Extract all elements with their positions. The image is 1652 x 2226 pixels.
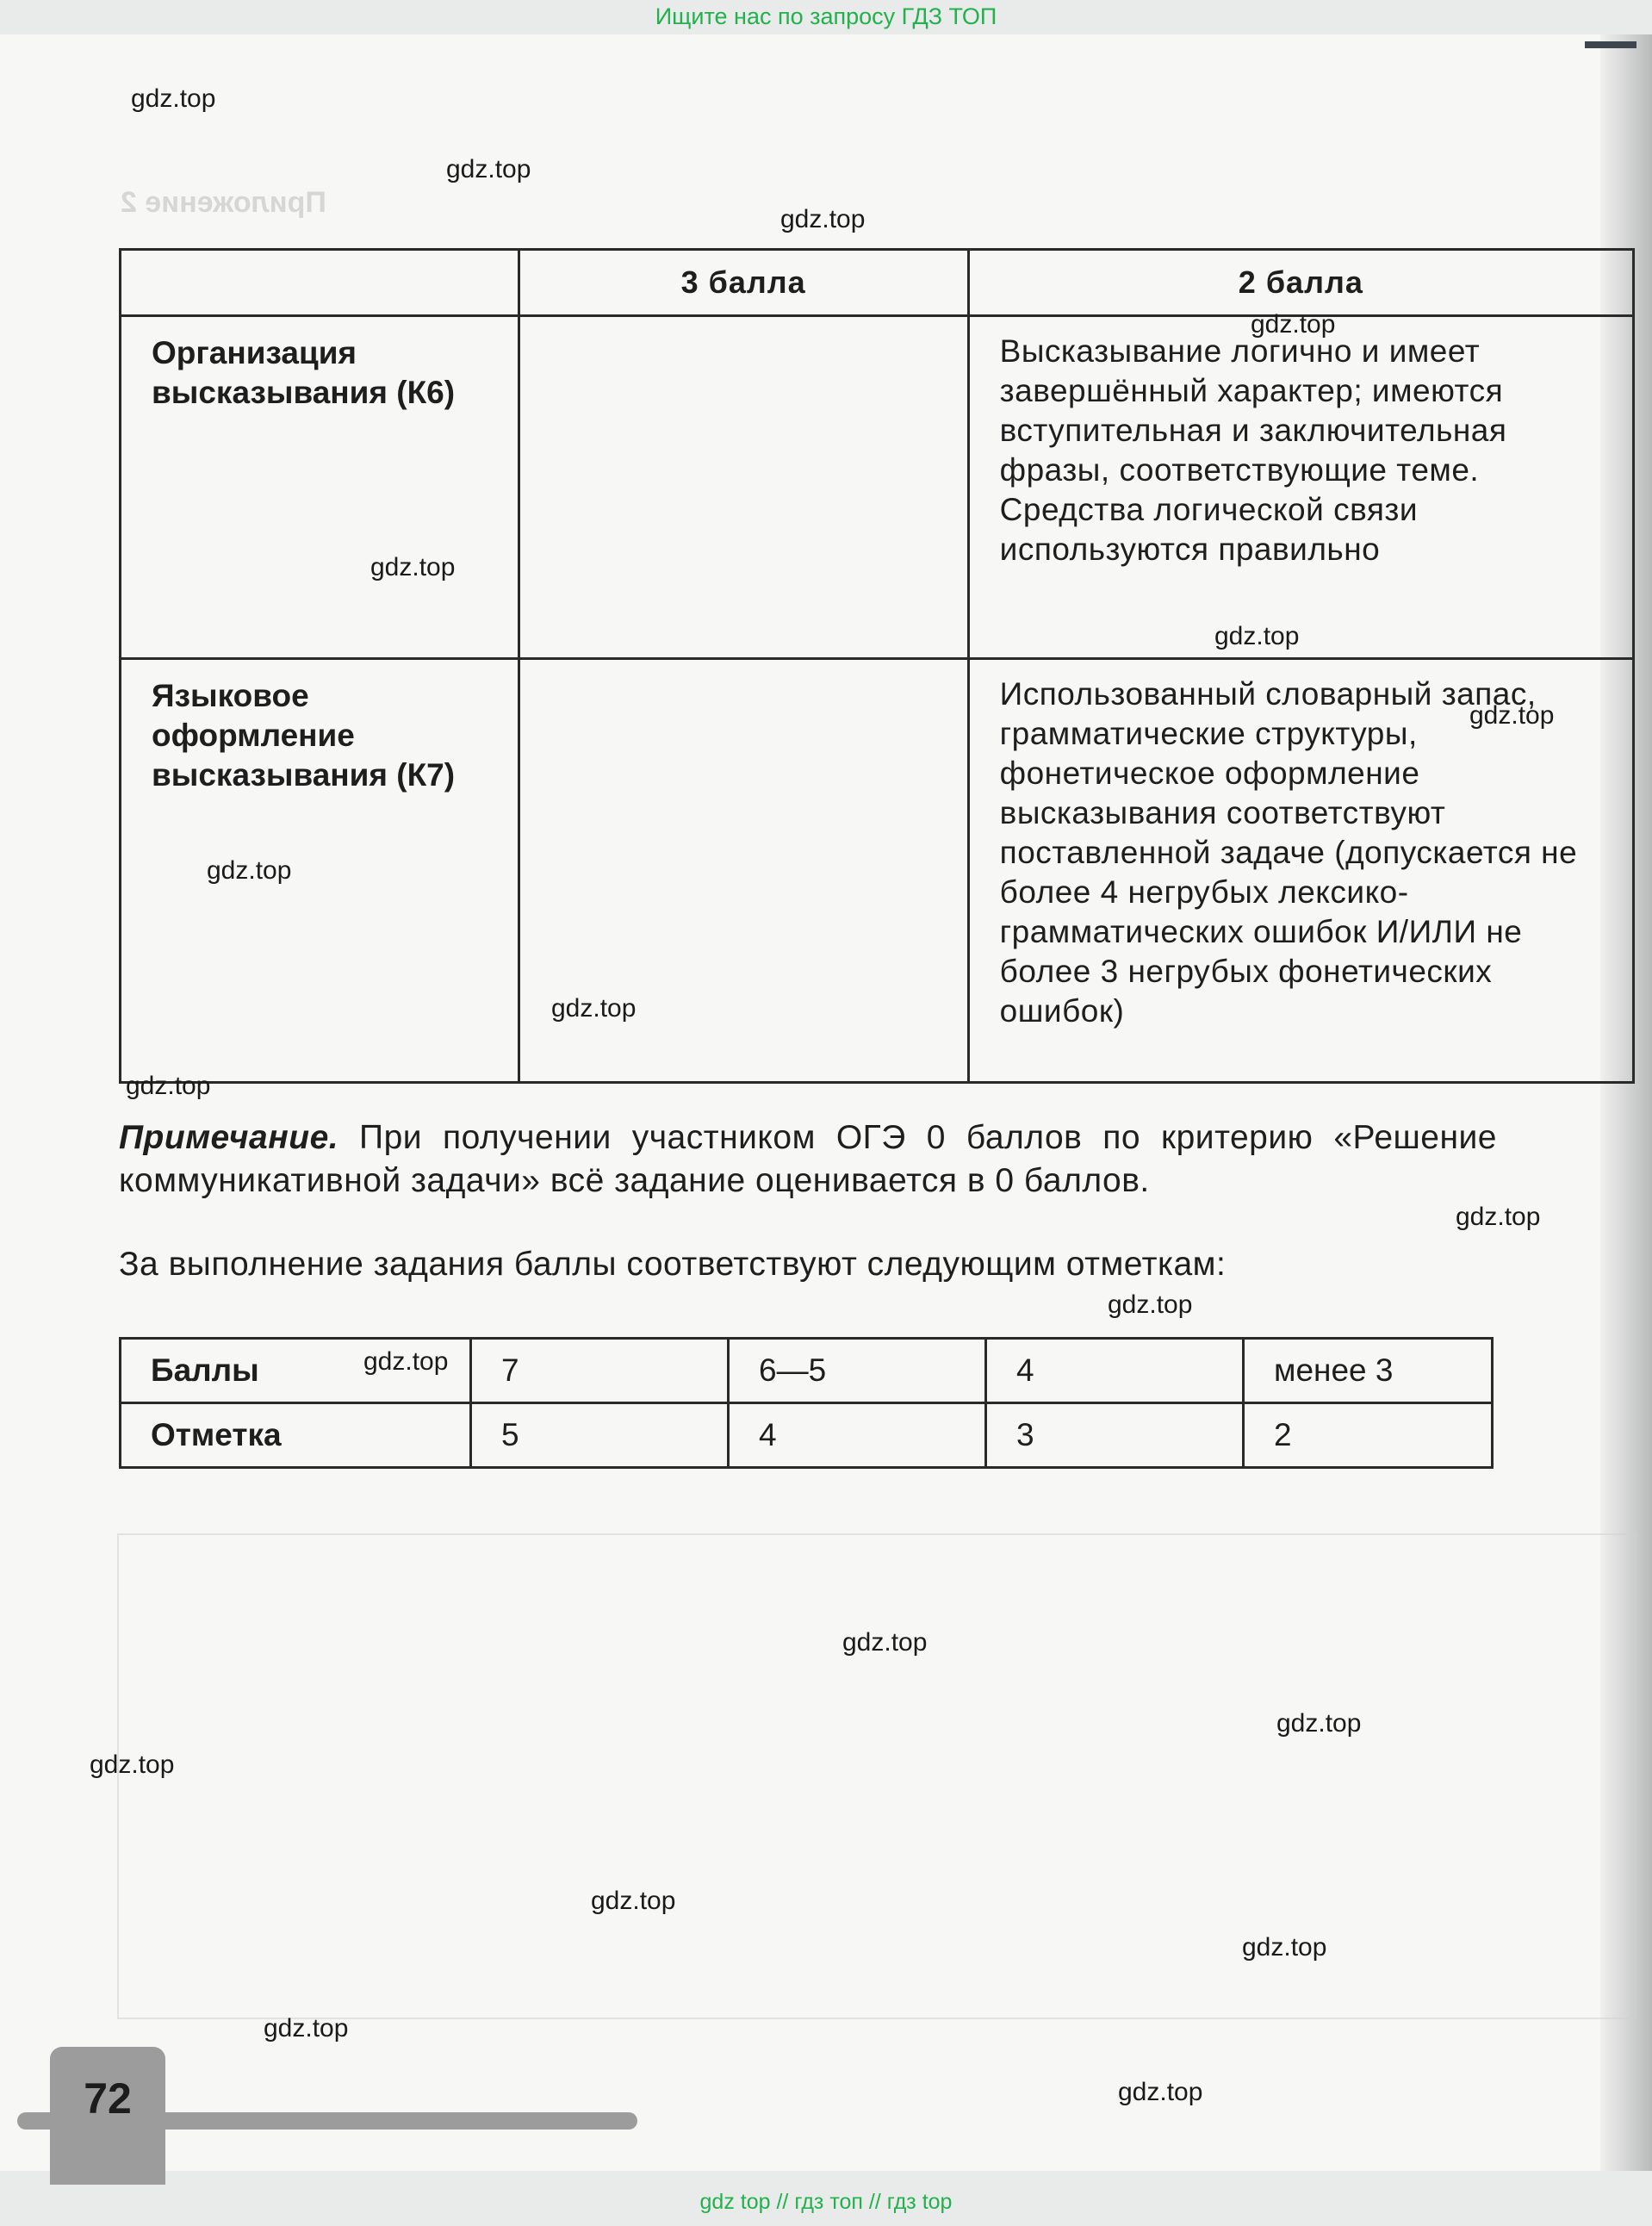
- grades-row-label-points: Баллы: [121, 1339, 471, 1403]
- score2-k6-text: Высказывание логично и имеет завершённый характер; имеются вступительная и заключительная фразы, соответствующие теме. Средства логической связи используются правильно: [999, 333, 1507, 567]
- grades-row-label-mark: Отметка: [121, 1403, 471, 1468]
- criterion-k6-label: Организация высказывания (К6): [152, 335, 456, 410]
- page-number: 72: [50, 2047, 165, 2185]
- spine-mark: [1585, 41, 1636, 48]
- watermark-text: gdz.top: [446, 155, 531, 183]
- watermark-text: gdz.top: [842, 1628, 928, 1657]
- score2-k6: [968, 316, 1633, 659]
- watermark-text: gdz.top: [551, 994, 637, 1023]
- watermark-text: gdz.top: [1242, 1933, 1327, 1962]
- watermark-text: gdz.top: [1469, 701, 1555, 730]
- table-row: [121, 316, 1634, 659]
- watermark-text: gdz.top: [370, 553, 456, 581]
- grades-cell: 3: [986, 1403, 1244, 1468]
- header-cell-3-points: 3 балла: [519, 250, 968, 316]
- criterion-k7: [121, 659, 519, 1083]
- watermark-text: gdz.top: [1108, 1290, 1193, 1319]
- note-paragraph: [119, 1116, 1497, 1203]
- watermark-text: gdz.top: [1214, 622, 1300, 650]
- grades-table: [119, 1337, 1494, 1469]
- watermark-text: gdz.top: [1456, 1203, 1541, 1231]
- header-cell-2-points: 2 балла: [968, 250, 1633, 316]
- watermark-text: gdz.top: [126, 1072, 211, 1100]
- watermark-text: gdz.top: [90, 1750, 175, 1779]
- note-label: Примечание.: [119, 1119, 339, 1156]
- grades-cell: менее 3: [1244, 1339, 1493, 1403]
- watermark-text: gdz.top: [1118, 2078, 1203, 2106]
- grades-cell: 7: [471, 1339, 729, 1403]
- criteria-table: [119, 248, 1635, 1084]
- watermark-text: gdz.top: [780, 205, 866, 233]
- grades-cell: 2: [1244, 1403, 1493, 1468]
- watermark-text: gdz.top: [131, 84, 216, 113]
- table-row: [121, 1339, 1493, 1403]
- bleed-through-table: [117, 1533, 1636, 2019]
- bleed-through-heading: Приложение 2: [121, 186, 326, 219]
- criteria-table-header-row: [121, 250, 1634, 316]
- criterion-k7-label: Языковое оформление высказывания (К7): [152, 678, 456, 793]
- grades-caption: За выполнение задания баллы соответствуют следующим отметкам:: [119, 1246, 1227, 1283]
- score3-k6: [519, 316, 968, 659]
- watermark-text: gdz.top: [591, 1887, 676, 1915]
- note-text: При получении участником ОГЭ 0 баллов по критерию «Решение коммуникативной задачи» всё задание оценивается в 0 баллов.: [119, 1119, 1498, 1199]
- watermark-text: gdz.top: [1251, 310, 1336, 339]
- grades-cell: 4: [729, 1403, 986, 1468]
- footer-links[interactable]: gdz top // гдз топ // гдз top: [699, 2190, 953, 2214]
- table-row: [121, 1403, 1493, 1468]
- watermark-text: gdz.top: [363, 1347, 449, 1376]
- watermark-text: gdz.top: [264, 2014, 349, 2043]
- grades-cell: 5: [471, 1403, 729, 1468]
- grades-cell: 4: [986, 1339, 1244, 1403]
- score2-k7-text: Использованный словарный запас, грамматические структуры, фонетическое оформление высказывания соответствуют поставленной задаче (допускается не более 4 негрубых лексико-грамматических ошибок И/ИЛИ не более 3 негрубых фонетических ошибок): [999, 676, 1578, 1029]
- table-row: [121, 659, 1634, 1083]
- header-cell-criterion: [121, 250, 519, 316]
- watermark-text: gdz.top: [207, 856, 292, 885]
- criterion-k6: [121, 316, 519, 659]
- header-search-link[interactable]: Ищите нас по запросу ГДЗ ТОП: [655, 3, 997, 29]
- watermark-text: gdz.top: [1276, 1709, 1362, 1738]
- grades-cell: 6—5: [729, 1339, 986, 1403]
